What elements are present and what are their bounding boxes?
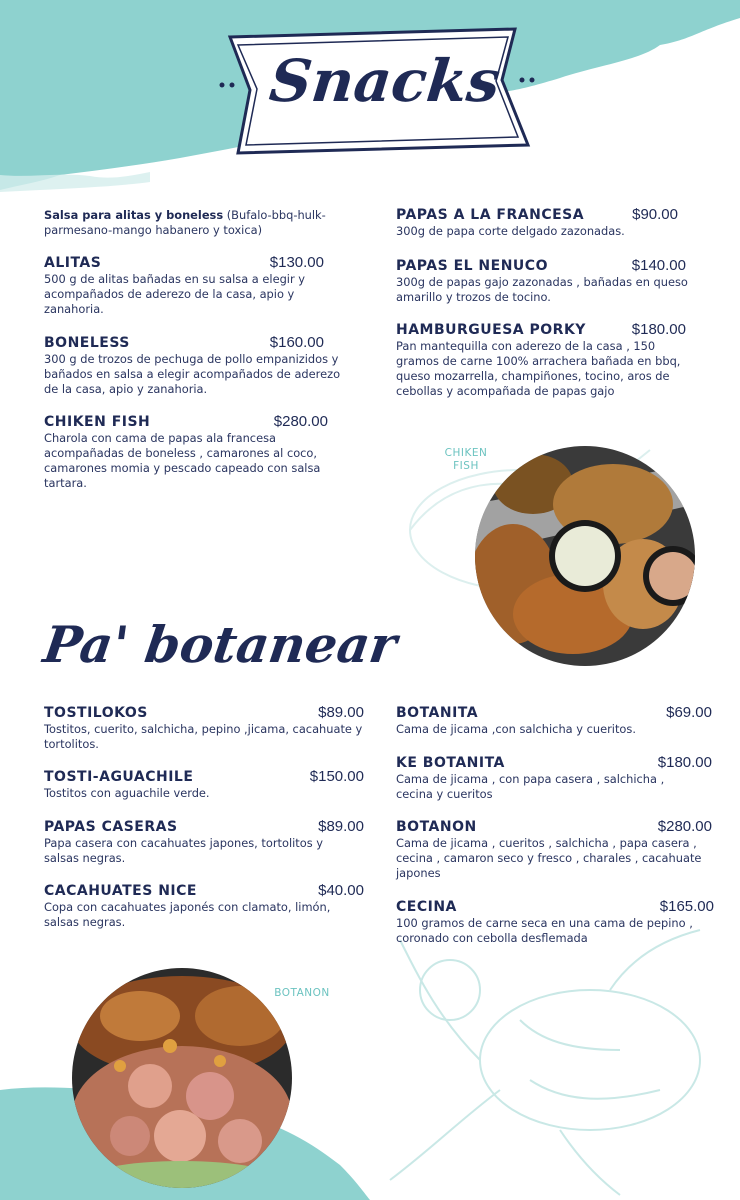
sauce-note-rest: (Bufalo-bbq-hulk-parmesano-mango habanero y toxica) xyxy=(44,208,326,237)
item-description: Cama de jicama , cueritos , salchicha , papa casera , cecina , camaron seco y fresco , charales , cacahuate japones xyxy=(396,836,702,880)
botanear-title: Pa' botanear xyxy=(39,615,401,674)
menu-item xyxy=(396,257,686,305)
item-price: $180.00 xyxy=(657,754,712,771)
item-price: $90.00 xyxy=(632,206,678,223)
item-price: $89.00 xyxy=(318,704,364,721)
menu-item xyxy=(44,413,328,491)
item-name: BOTANON xyxy=(396,819,477,835)
chiken-fish-photo xyxy=(473,444,697,668)
snacks-title: Snacks xyxy=(266,47,504,115)
item-description: 500 g de alitas bañadas en su salsa a elegir y acompañados de aderezo de la casa, apio y zanahoria. xyxy=(44,272,306,316)
item-description: 100 gramos de carne seca en una cama de pepino , coronado con cebolla desflemada xyxy=(396,916,693,945)
photo-label-botanon: BOTANON xyxy=(274,987,330,999)
botanon-photo xyxy=(70,966,294,1190)
item-price: $280.00 xyxy=(273,413,328,430)
menu-item xyxy=(396,818,712,881)
item-description: Cama de jicama , con papa casera , salchicha , cecina y cueritos xyxy=(396,772,665,801)
item-name: BOTANITA xyxy=(396,705,479,721)
sauce-note xyxy=(44,207,344,238)
item-description: Tostitos con aguachile verde. xyxy=(44,786,210,800)
item-description: 300g de papas gajo zazonadas , bañadas en queso amarillo y trozos de tocino. xyxy=(396,275,688,304)
item-name: CACAHUATES NICE xyxy=(44,883,197,899)
item-name: KE BOTANITA xyxy=(396,755,505,771)
menu-item xyxy=(44,254,324,317)
item-description: Pan mantequilla con aderezo de la casa , 150 gramos de carne 100% arrachera bañada en bbq, queso mozarrella, champiñones, tocino, aros de cebollas y acompañada de papas gajo xyxy=(396,339,681,398)
menu-item xyxy=(396,704,712,737)
item-description: Papa casera con cacahuates japones, tortolitos y salsas negras. xyxy=(44,836,324,865)
item-price: $150.00 xyxy=(309,768,364,785)
menu-item xyxy=(396,206,678,239)
item-price: $130.00 xyxy=(269,254,324,271)
item-name: ALITAS xyxy=(44,255,102,271)
menu-item xyxy=(396,321,686,399)
item-name: CECINA xyxy=(396,899,457,915)
item-price: $180.00 xyxy=(631,321,686,338)
item-price: $160.00 xyxy=(269,334,324,351)
item-description: 300 g de trozos de pechuga de pollo empanizidos y bañados en salsa a elegir acompañados de aderezo de la casa, apio y zanahoria. xyxy=(44,352,341,396)
sauce-note-bold: Salsa para alitas y boneless xyxy=(44,208,224,222)
item-description: 300g de papa corte delgado zazonadas. xyxy=(396,224,625,238)
item-price: $165.00 xyxy=(659,898,714,915)
item-name: TOSTILOKOS xyxy=(44,705,148,721)
item-name: PAPAS A LA FRANCESA xyxy=(396,207,585,223)
item-name: BONELESS xyxy=(44,335,130,351)
menu-item xyxy=(396,754,712,802)
menu-item xyxy=(44,882,364,930)
item-description: Copa con cacahuates japonés con clamato, limón, salsas negras. xyxy=(44,900,331,929)
photo-label-chiken-fish: CHIKEN FISH xyxy=(444,447,488,472)
item-name: PAPAS EL NENUCO xyxy=(396,258,548,274)
item-price: $40.00 xyxy=(318,882,364,899)
item-name: PAPAS CASERAS xyxy=(44,819,178,835)
menu-item xyxy=(44,704,364,752)
item-name: CHIKEN FISH xyxy=(44,414,151,430)
item-name: HAMBURGUESA PORKY xyxy=(396,322,586,338)
menu-item xyxy=(44,818,364,866)
item-description: Cama de jicama ,con salchicha y cueritos. xyxy=(396,722,636,736)
item-name: TOSTI-AGUACHILE xyxy=(44,769,194,785)
menu-item xyxy=(44,334,341,397)
menu-item xyxy=(44,768,364,801)
item-price: $140.00 xyxy=(631,257,686,274)
item-price: $280.00 xyxy=(657,818,712,835)
item-price: $89.00 xyxy=(318,818,364,835)
menu-item xyxy=(396,898,714,946)
item-description: Tostitos, cuerito, salchicha, pepino ,jicama, cacahuate y tortolitos. xyxy=(44,722,363,751)
item-description: Charola con cama de papas ala francesa acompañadas de boneless , camarones al coco, camarones momia y pescado capeado con salsa tartara. xyxy=(44,431,321,490)
item-price: $69.00 xyxy=(666,704,712,721)
